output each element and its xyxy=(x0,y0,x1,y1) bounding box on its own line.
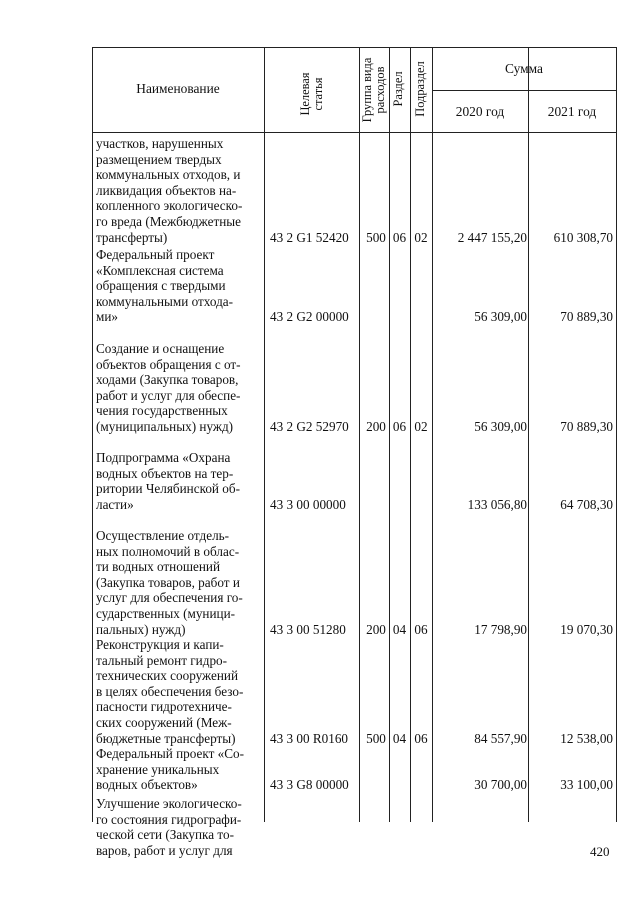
row-name-line: ческой сети (Закупка то- xyxy=(96,827,234,843)
row-subsection: 02 xyxy=(414,229,428,245)
table-border-top xyxy=(92,47,617,48)
row-name-line: водных объектов» xyxy=(96,777,198,793)
header-target-article-line1: Целевая xyxy=(298,72,312,116)
row-name-line: копленного экологическо- xyxy=(96,198,243,214)
row-name-line: объектов обращения с от- xyxy=(96,356,241,372)
row-name-line: ходами (Закупка товаров, xyxy=(96,372,239,388)
row-name-line: Федеральный проект xyxy=(96,247,215,262)
row-name-line: коммунальных отходов, и xyxy=(96,167,241,183)
column-divider xyxy=(359,47,360,822)
row-target-article: 43 2 G2 00000 xyxy=(270,309,349,325)
page-number: 420 xyxy=(590,844,610,859)
row-expense-group: 200 xyxy=(366,419,386,434)
row-target-article: 43 3 00 R0160 xyxy=(270,730,349,746)
row-name xyxy=(96,341,262,435)
header-bottom-rule xyxy=(92,132,617,133)
row-name-line: участков, нарушенных xyxy=(96,136,224,151)
row-name xyxy=(96,247,262,325)
row-sum-2020: 84 557,90 xyxy=(474,730,527,746)
row-expense-group: 200 xyxy=(366,621,386,637)
row-name-line: Реконструкция и капи- xyxy=(96,637,224,652)
header-year-2021: 2021 год xyxy=(547,104,597,119)
row-name-line: Федеральный проект «Со- xyxy=(96,746,245,761)
column-divider xyxy=(264,47,265,822)
row-name-line: в целях обеспечения безо- xyxy=(96,683,244,699)
row-expense-group: 500 xyxy=(366,730,386,746)
row-sum-2021: 610 308,70 xyxy=(553,229,613,245)
column-divider xyxy=(432,47,433,822)
sum-header-divider xyxy=(432,90,617,91)
row-name-line: ласти» xyxy=(96,496,134,512)
header-target-article xyxy=(299,54,325,134)
row-name xyxy=(96,450,262,512)
row-section: 06 xyxy=(392,419,407,434)
row-name-line: коммунальными отхода- xyxy=(96,293,234,309)
table-border-left xyxy=(92,47,93,822)
row-name xyxy=(96,796,262,858)
row-name xyxy=(96,136,262,245)
row-subsection: 06 xyxy=(414,730,428,746)
header-expense-group-line2: расходов xyxy=(373,66,387,114)
row-sum-2020: 56 309,00 xyxy=(474,419,527,434)
row-name-line: Создание и оснащение xyxy=(96,341,225,356)
row-name xyxy=(96,637,262,746)
row-sum-2021: 33 100,00 xyxy=(560,777,613,793)
header-target-article-line2: статья xyxy=(311,77,325,111)
row-name-line: трансферты) xyxy=(96,229,168,245)
row-name-line: ти водных отношений xyxy=(96,559,220,575)
row-name-line: пасности гидротехниче- xyxy=(96,699,232,715)
table-border-right xyxy=(616,47,617,822)
header-sum: Сумма xyxy=(505,61,543,76)
row-name-line: обращения с твердыми xyxy=(96,278,226,294)
row-sum-2021: 64 708,30 xyxy=(560,496,613,512)
header-year-2020: 2020 год xyxy=(455,104,505,119)
row-name-line: ных полномочий в облас- xyxy=(96,543,240,559)
row-target-article: 43 2 G1 52420 xyxy=(270,229,349,245)
row-sum-2021: 70 889,30 xyxy=(560,309,613,325)
row-name-line: технических сооружений xyxy=(96,668,239,684)
row-name-line: чения государственных xyxy=(96,403,228,419)
row-name-line: ритории Челябинской об- xyxy=(96,481,240,497)
row-name-line: бюджетные трансферты) xyxy=(96,730,236,746)
row-sum-2020: 133 056,80 xyxy=(467,496,527,512)
row-subsection: 06 xyxy=(414,621,428,637)
row-name-line: Осуществление отдель- xyxy=(96,528,230,543)
budget-table xyxy=(92,47,616,858)
row-name-line: сударственных (муници- xyxy=(96,605,236,621)
row-name-line: «Комплексная система xyxy=(96,262,224,278)
column-divider xyxy=(528,47,529,822)
header-section: Раздел xyxy=(391,71,405,107)
row-name-line: тальный ремонт гидро- xyxy=(96,652,228,668)
header-expense-group-line1: Группа вида xyxy=(360,57,374,123)
row-name-line: го состояния гидрографи- xyxy=(96,811,242,827)
row-name-line: (Закупка товаров, работ и xyxy=(96,574,240,590)
row-section: 04 xyxy=(392,730,407,746)
row-name-line: (муниципальных) нужд) xyxy=(96,418,234,434)
row-target-article: 43 3 G8 00000 xyxy=(270,777,349,793)
row-name-line: размещением твердых xyxy=(96,151,222,167)
row-sum-2020: 17 798,90 xyxy=(474,621,527,637)
header-name: Наименование xyxy=(136,81,220,96)
row-name-line: работ и услуг для обеспе- xyxy=(96,387,241,403)
row-name-line: варов, работ и услуг для xyxy=(96,842,233,858)
row-name-line: услуг для обеспечения го- xyxy=(96,590,243,606)
row-sum-2021: 12 538,00 xyxy=(560,730,613,746)
row-name-line: ликвидация объектов на- xyxy=(96,182,237,198)
row-name-line: пальных) нужд) xyxy=(96,621,186,637)
row-name-line: хранение уникальных xyxy=(96,761,220,777)
row-sum-2021: 70 889,30 xyxy=(560,419,613,434)
row-subsection: 02 xyxy=(414,419,428,434)
row-section: 04 xyxy=(392,621,407,637)
row-name-line: Улучшение экологическо- xyxy=(96,796,242,811)
row-sum-2020: 30 700,00 xyxy=(474,777,527,793)
row-name-line: Подпрограмма «Охрана xyxy=(96,450,231,465)
header-subsection: Подраздел xyxy=(413,61,427,117)
row-expense-group: 500 xyxy=(366,229,386,245)
row-target-article: 43 3 00 51280 xyxy=(270,621,346,637)
row-name-line: водных объектов на тер- xyxy=(96,465,234,481)
row-sum-2020: 56 309,00 xyxy=(474,309,527,325)
row-name-line: ми» xyxy=(96,309,118,325)
row-target-article: 43 2 G2 52970 xyxy=(270,419,349,434)
header-expense-group xyxy=(361,48,387,132)
row-name xyxy=(96,746,262,793)
row-section: 06 xyxy=(392,229,407,245)
row-sum-2021: 19 070,30 xyxy=(560,621,613,637)
row-target-article: 43 3 00 00000 xyxy=(270,496,346,512)
row-name-line: ских сооружений (Меж- xyxy=(96,714,232,730)
row-name-line: го вреда (Межбюджетные xyxy=(96,213,241,229)
row-sum-2020: 2 447 155,20 xyxy=(457,229,527,245)
row-name xyxy=(96,528,262,637)
